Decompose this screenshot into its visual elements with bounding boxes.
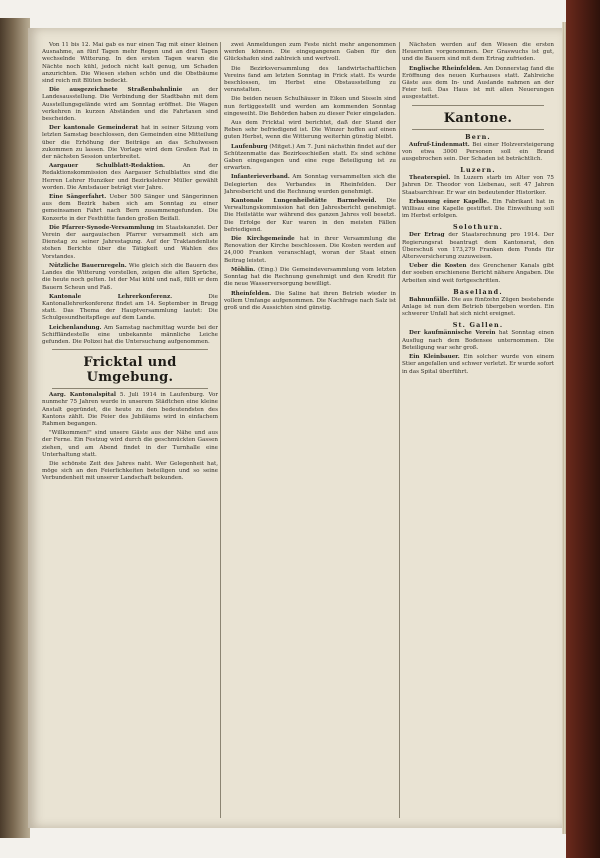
book-spine-shadow: [0, 18, 30, 838]
article-paragraph: [224, 291, 396, 313]
article-text: der Staatsrechnung pro 1914. Der Regierungsrat beantragt dem Kantonsrat, den Überschuß von 173,279 Franken dem Fonds für Altersversicherung zuzuweisen.: [402, 232, 554, 261]
article-paragraph: [402, 354, 554, 376]
article-paragraph: [42, 194, 218, 223]
article-lead: Die Kirchgemeinde: [231, 236, 295, 243]
article-paragraph: [42, 163, 218, 192]
article-lead: Der Ertrag: [409, 232, 445, 239]
article-text: Die aus fünfzehn Zügen bestehende Anlage ist nun dem Betrieb übergeben worden. Ein schwerer Unfall hat sich nicht ereignet.: [402, 296, 554, 318]
article-text: (Eing.) Die Gemeindeversammlung vom letzten Sonntag hat die Rechnung genehmigt und den Kredit für die neue Wasserversorgung bewilligt.: [224, 266, 396, 288]
article-text: Die schönste Zeit des Jahres naht. Wer Gelegenheit hat, möge sich an den Feierlichkeiten beteiligen und so seine Verbundenheit mit unserer Landschaft bekunden.: [42, 460, 218, 482]
article-paragraph: [224, 96, 396, 118]
divider: [52, 349, 208, 350]
article-paragraph: [402, 297, 554, 319]
article-text: "Willkommen!" sind unsere Gäste aus der Nähe und aus der Ferne. Ein Festzug wird durch die geschmückten Gassen ziehen, und am Abend findet in der Turnhalle eine Unterhaltung statt.: [42, 430, 218, 458]
article-paragraph: [42, 87, 218, 123]
divider: [412, 129, 544, 130]
article-lead: Aargauer Schulblatt-Redaktion.: [49, 163, 165, 170]
article-paragraph: [42, 263, 218, 292]
article-paragraph: [224, 198, 396, 234]
article-paragraph: [224, 236, 396, 265]
article-lead: Aufruf-Lindenmatt.: [409, 141, 470, 148]
article-paragraph: [402, 142, 554, 164]
column-1: [42, 42, 218, 818]
article-text: Am Samstag nachmittag wurde bei der Schiffländestelle eine unbekannte männliche Leiche gefunden. Die Polizei hat die Untersuchung aufgenommen.: [42, 324, 218, 345]
article-text: im Staatskanzlei. Der Verein der aargauischen Pfarrer versammelt sich am Dienstag zu seiner Jahrestagung. Auf der Traktandenliste stehen Berichte über die Tätigkeit und Wahlen des Vorstandes.: [42, 224, 218, 260]
article-text: an der Landesausstellung. Die Verbindung der Stadtbahn mit dem Ausstellungsgelände wird am Sonntag eröffnet. Die Wagen verkehren in kurzen Abständen und die Fahrtaxen sind bescheiden.: [42, 87, 218, 123]
article-lead: Kantonale Lungenheilstätte Barmelweid.: [231, 198, 377, 205]
article-lead: Die ausgezeichnete Straßenbahnlinie: [49, 87, 183, 94]
article-paragraph: [402, 175, 554, 197]
article-lead: Kantonale Lehrerkonferenz.: [49, 293, 173, 300]
article-lead: Der kantonale Gemeinderat: [49, 125, 139, 132]
article-lead: Leichenlandung.: [49, 324, 102, 331]
article-paragraph: [224, 174, 396, 196]
book-binding: [566, 0, 600, 858]
article-paragraph: [42, 125, 218, 161]
article-lead: Erbauung einer Kapelle.: [409, 198, 489, 205]
article-paragraph: [42, 325, 218, 347]
section-heading-frickthal: Fricktal und Umgebung.: [83, 355, 177, 386]
subsection-heading: Luzern.: [460, 166, 496, 175]
article-text: zwei Anmeldungen zum Feste nicht mehr angenommen werden können. Die eingegangenen Gaben für den Glückshafen sind zahlreich und wertvoll.: [224, 42, 396, 63]
article-text: Ein Fabrikant hat in Willisau eine Kapelle gestiftet. Die Einweihung soll im Herbst erfolgen.: [402, 198, 554, 220]
column-2: [224, 42, 396, 818]
article-text: Am Donnerstag fand die Eröffnung des neuen Kurhauses statt. Zahlreiche Gäste aus dem In- und Auslande nahmen an der Feier teil. Das Haus ist mit allen Neuerungen ausgestattet.: [402, 65, 554, 101]
article-lead: Der kaufmännische Verein: [409, 330, 496, 337]
article-paragraph: [224, 120, 396, 142]
article-lead: Theaterspiel.: [409, 175, 451, 182]
column-3: [402, 42, 554, 818]
article-paragraph: [42, 42, 218, 85]
article-paragraph: [402, 199, 554, 221]
article-lead: Ueber die Kosten: [409, 263, 467, 270]
article-paragraph: [42, 225, 218, 261]
article-paragraph: [224, 42, 396, 64]
article-text: hat in ihrer Versammlung die Renovation der Kirche beschlossen. Die Kosten werden auf 24,000 Franken veranschlagt, woran der Staat einen Beitrag leistet.: [224, 236, 396, 264]
article-paragraph: [42, 461, 218, 483]
col3-intro-articles: [402, 42, 554, 102]
article-paragraph: [402, 263, 554, 285]
subsection-heading: Bern.: [465, 132, 491, 141]
article-lead: Möhlin.: [231, 266, 256, 273]
article-lead: Die Pfarrer-Synode-Versammlung: [49, 224, 155, 231]
article-text: Von 11 bis 12. Mai gab es nur einen Tag mit einer kleinen Ausnahme, an fünf Tagen mehr Regen und an drei Tagen wechselnde Witterung. In den ersten Tagen waren die Nächte noch kühl, jedoch nicht kalt genug, um Schaden anzurichten. Die Wiesen stehen schön und die Obstbäume sind reich mit Blüten bedeckt.: [42, 42, 218, 85]
col3-kantone-articles: [402, 133, 554, 376]
divider: [412, 105, 544, 106]
article-lead: Rheinfelden.: [231, 290, 272, 297]
subsection-heading: Solothurn.: [452, 223, 504, 232]
col1-after-articles: [42, 392, 218, 482]
article-text: des Grenchener Kanals gibt der soeben erschienene Bericht nähere Angaben. Die Arbeiten sind weit fortgeschritten.: [402, 263, 554, 284]
article-lead: Aarg. Kantonalspital: [49, 392, 117, 399]
article-text: Wie gleich sich die Bauern des Landes die Witterung vorstellen, zeigen die alten Sprüche, die heute noch gelten. Ist der Mai kühl und naß, füllt er dem Bauern Scheun und Faß.: [42, 262, 218, 291]
section-heading-kantone: Kantone.: [443, 110, 513, 126]
article-text: Die beiden neuen Schulhäuser in Eiken und Sisseln sind nun fertiggestellt und werden am kommenden Sonntag eingeweiht. Die Behörden haben zu dieser Feier eingeladen.: [224, 96, 396, 117]
subsection-heading: Baselland.: [453, 287, 503, 296]
article-text: In Luzern starb im Alter von 75 Jahren Dr. Theodor von Liebenau, seit 47 Jahren Staatsarchivar. Er war ein bedeutender Historiker.: [402, 175, 554, 196]
col1-articles: [42, 42, 218, 346]
article-text: 5. Juli 1914 in Laufenburg. Vor nunmehr 75 Jahren wurde in unserem Städtchen eine kleine Anstalt gegründet, die heute zu den bedeutendsten des Kantons zählt. Die Feier des Jubiläums wird in einfachem Rahmen begangen.: [42, 392, 218, 427]
article-paragraph: [402, 42, 554, 64]
article-paragraph: [402, 66, 554, 102]
article-lead: Infanterieverband.: [231, 174, 290, 181]
article-text: hat Sonntag einen Ausflug nach dem Bodensee unternommen. Die Beteiligung war sehr groß.: [402, 330, 554, 351]
article-text: Aus dem Fricktal wird berichtet, daß der Stand der Reben sehr befriedigend ist. Die Winzer hoffen auf einen guten Herbst, wenn die Witterung weiterhin günstig bleibt.: [224, 120, 396, 141]
col2-articles: [224, 42, 396, 312]
subsection-heading: St. Gallen.: [452, 321, 504, 330]
article-lead: Nützliche Bauernregeln.: [49, 262, 127, 269]
article-text: An der Redaktionskommission des Aargauer Schulblattes sind die Herren Lehrer Hunziker und Bezirkslehrer Müller gewählt worden. Die Amtsdauer beträgt vier Jahre.: [42, 163, 218, 191]
article-paragraph: [224, 144, 396, 173]
column-rule: [399, 42, 400, 818]
article-paragraph: [42, 294, 218, 323]
article-paragraph: [42, 430, 218, 459]
article-lead: Laufenburg: [231, 143, 268, 150]
article-text: Bei einer Holzversteigerung von etwa 3000 Personen soll ein Brand ausgebrochen sein. Der Schaden ist beträchtlich.: [402, 141, 554, 163]
article-text: hat in seiner Sitzung vom letzten Samstag beschlossen, den Gemeinden eine Mitteilung über die Erhöhung der Beiträge an das Schulwesen zukommen zu lassen. Die Vorlage wird dem Großen Rat in der nächsten Session unterbreitet.: [42, 125, 218, 161]
column-rule: [220, 42, 221, 818]
article-text: Die Verwaltungskommission hat den Jahresbericht genehmigt. Die Heilstätte war während des ganzen Jahres voll besetzt. Die Erfolge der Kur waren in den meisten Fällen befriedigend.: [224, 198, 396, 233]
article-paragraph: [224, 267, 396, 289]
article-text: Nächsten werden auf den Wiesen die ersten Heuernten vorgenommen. Der Graswuchs ist gut, und die Bauern sind mit dem Ertrag zufrieden.: [402, 42, 554, 63]
article-paragraph: [402, 232, 554, 261]
article-text: Am Sonntag versammelten sich die Delegierten des Verbandes in Rheinfelden. Der Jahresbericht und die Rechnung wurden genehmigt.: [224, 174, 396, 195]
article-lead: Bahnunfälle.: [409, 296, 450, 303]
article-lead: Ein Kleinbauer.: [409, 354, 460, 361]
article-paragraph: [402, 330, 554, 352]
article-paragraph: [42, 392, 218, 428]
article-text: Die Kantonallehrerkonferenz findet am 14. September in Brugg statt. Das Thema der Hauptversammlung lautet: Die Schulgesundheitspflege auf dem Lande.: [42, 293, 218, 322]
article-text: Die Saline hat ihren Betrieb wieder in vollem Umfange aufgenommen. Die Nachfrage nach Salz ist groß und die Aussichten sind günstig.: [224, 290, 396, 311]
newspaper-page: [28, 28, 562, 828]
article-lead: Englische Rheinfelden.: [409, 65, 482, 72]
article-text: Die Bezirksversammlung des landwirtschaftlichen Vereins fand am letzten Sonntag in Frick statt. Es wurde beschlossen, im Herbst eine Obstausstellung zu veranstalten.: [224, 65, 396, 94]
article-text: (Mitget.) Am 7. Juni nächsthin findet auf der Schützenmatte das Bezirksschießen statt. Es sind schöne Gaben eingegangen und eine rege Beteiligung ist zu erwarten.: [224, 143, 396, 172]
article-paragraph: [224, 66, 396, 95]
article-lead: Eine Sängerfahrt.: [49, 194, 107, 201]
article-text: Ein solcher wurde von einem Stier angefallen und schwer verletzt. Er wurde sofort in das Spital überführt.: [402, 354, 554, 375]
article-text: Ueber 500 Sänger und Sängerinnen aus dem Bezirk haben sich am Sonntag zu einer gemeinsamen Fahrt nach Bern zusammengefunden. Die Konzerte in der Festhütte fanden großen Beifall.: [42, 194, 218, 222]
divider: [52, 388, 208, 389]
